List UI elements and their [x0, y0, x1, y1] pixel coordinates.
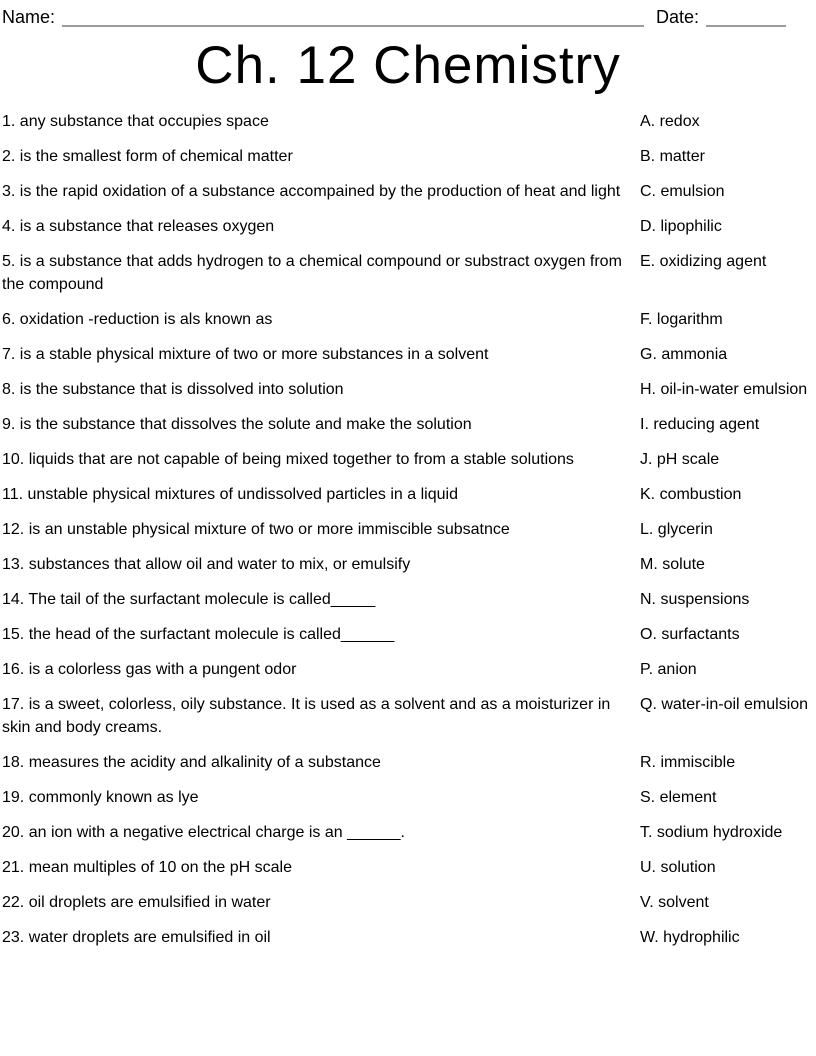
question-text: liquids that are not capable of being mixed together to from a stable solutions [28, 451, 574, 468]
question-text: substances that allow oil and water to mix, or emulsify [28, 556, 411, 573]
answer-letter: N. [640, 591, 656, 608]
question-item [2, 145, 640, 168]
question-item [2, 588, 640, 611]
answer-letter: Q. [640, 696, 657, 713]
answer-text: lipophilic [660, 218, 722, 235]
answer-text: sodium hydroxide [656, 824, 783, 841]
question-text: is a stable physical mixture of two or more substances in a solvent [19, 346, 489, 363]
question-number: 17. [2, 696, 25, 713]
question-text: commonly known as lye [28, 789, 199, 806]
question-number: 12. [2, 521, 25, 538]
question-number: 20. [2, 824, 25, 841]
answer-item [640, 821, 816, 844]
name-blank-line [62, 9, 644, 27]
answer-item [640, 518, 816, 541]
answer-text: matter [659, 148, 705, 165]
answer-item [640, 145, 816, 168]
page-title: Ch. 12 Chemistry [195, 36, 621, 95]
answer-letter: O. [640, 626, 657, 643]
answer-text: solution [660, 859, 716, 876]
answer-item [640, 483, 816, 506]
answer-letter: E. [640, 253, 656, 270]
answer-letter: T. [640, 824, 653, 841]
question-item [2, 110, 640, 133]
answer-text: pH scale [656, 451, 720, 468]
answer-text: solute [662, 556, 705, 573]
question-item [2, 693, 640, 739]
question-number: 18. [2, 754, 25, 771]
question-item [2, 786, 640, 809]
question-number: 6. [2, 311, 16, 328]
answer-item [640, 215, 816, 238]
answer-text: solvent [658, 894, 709, 911]
answer-letter: S. [640, 789, 656, 806]
question-item [2, 215, 640, 238]
question-text: is an unstable physical mixture of two or more immiscible subsatnce [28, 521, 510, 538]
answer-text: oxidizing agent [659, 253, 767, 270]
answer-item [640, 180, 816, 203]
answer-text: combustion [659, 486, 742, 503]
question-item [2, 856, 640, 879]
question-text: an ion with a negative electrical charge is an ______. [28, 824, 405, 841]
worksheet-header [0, 0, 816, 28]
answer-text: redox [659, 113, 700, 130]
answer-letter: L. [640, 521, 654, 538]
question-text: the head of the surfactant molecule is called______ [28, 626, 395, 643]
question-item [2, 413, 640, 436]
answer-text: anion [657, 661, 697, 678]
answer-text: suspensions [660, 591, 750, 608]
answer-letter: J. [640, 451, 653, 468]
question-text: any substance that occupies space [19, 113, 269, 130]
question-number: 21. [2, 859, 25, 876]
answer-letter: C. [640, 183, 656, 200]
question-text: is a substance that releases oxygen [19, 218, 275, 235]
question-item [2, 518, 640, 541]
answer-letter: R. [640, 754, 656, 771]
answer-item [640, 413, 816, 436]
question-item [2, 250, 640, 296]
answer-item [640, 623, 816, 646]
answer-letter: D. [640, 218, 656, 235]
answer-item [640, 751, 816, 774]
question-item [2, 448, 640, 471]
name-label: Name: [2, 7, 56, 27]
answer-item [640, 250, 816, 296]
question-number: 8. [2, 381, 16, 398]
question-number: 7. [2, 346, 16, 363]
question-item [2, 926, 640, 949]
question-number: 3. [2, 183, 16, 200]
answer-letter: H. [640, 381, 656, 398]
answer-letter: F. [640, 311, 653, 328]
answer-text: hydrophilic [663, 929, 740, 946]
answer-item [640, 378, 816, 401]
answer-item [640, 891, 816, 914]
answer-text: surfactants [661, 626, 740, 643]
question-number: 19. [2, 789, 25, 806]
question-text: is the substance that is dissolved into solution [19, 381, 344, 398]
question-number: 4. [2, 218, 16, 235]
question-text: is a substance that adds hydrogen to a chemical compound or substract oxygen from the compound [2, 253, 622, 293]
question-number: 10. [2, 451, 25, 468]
answer-item [640, 588, 816, 611]
answer-letter: A. [640, 113, 656, 130]
question-item [2, 658, 640, 681]
question-number: 23. [2, 929, 25, 946]
question-text: unstable physical mixtures of undissolved particles in a liquid [27, 486, 458, 503]
question-text: is the smallest form of chemical matter [19, 148, 293, 165]
question-item [2, 553, 640, 576]
question-text: measures the acidity and alkalinity of a substance [28, 754, 381, 771]
question-number: 14. [2, 591, 25, 608]
answer-item [640, 110, 816, 133]
answer-item [640, 448, 816, 471]
question-item [2, 891, 640, 914]
question-text: water droplets are emulsified in oil [28, 929, 271, 946]
answer-text: oil-in-water emulsion [660, 381, 808, 398]
question-text: oil droplets are emulsified in water [28, 894, 271, 911]
question-item [2, 343, 640, 366]
question-number: 2. [2, 148, 16, 165]
answer-text: ammonia [661, 346, 728, 363]
answer-letter: W. [640, 929, 659, 946]
question-text: mean multiples of 10 on the pH scale [28, 859, 292, 876]
answer-letter: K. [640, 486, 656, 503]
answer-item [640, 856, 816, 879]
question-item [2, 308, 640, 331]
answer-text: reducing agent [653, 416, 760, 433]
answer-item [640, 786, 816, 809]
answer-item [640, 658, 816, 681]
question-text: is the rapid oxidation of a substance accompained by the production of heat and light [19, 183, 621, 200]
answer-text: logarithm [656, 311, 723, 328]
question-item [2, 623, 640, 646]
answer-text: glycerin [657, 521, 713, 538]
question-text: oxidation -reduction is als known as [19, 311, 273, 328]
answer-item [640, 926, 816, 949]
date-blank-line [706, 9, 786, 27]
question-item [2, 180, 640, 203]
question-text: is the substance that dissolves the solute and make the solution [19, 416, 472, 433]
question-text: is a colorless gas with a pungent odor [28, 661, 297, 678]
answer-letter: G. [640, 346, 657, 363]
answer-letter: P. [640, 661, 654, 678]
answer-item [640, 308, 816, 331]
question-number: 11. [2, 486, 24, 503]
question-text: The tail of the surfactant molecule is called_____ [28, 591, 376, 608]
question-item [2, 483, 640, 506]
answer-text: water-in-oil emulsion [661, 696, 809, 713]
answer-text: emulsion [660, 183, 725, 200]
answer-text: immiscible [660, 754, 736, 771]
answer-letter: U. [640, 859, 656, 876]
date-label: Date: [655, 7, 699, 27]
answer-letter: V. [640, 894, 654, 911]
question-number: 5. [2, 253, 16, 270]
answer-letter: M. [640, 556, 658, 573]
question-item [2, 751, 640, 774]
question-number: 22. [2, 894, 25, 911]
answer-item [640, 343, 816, 366]
question-text: is a sweet, colorless, oily substance. It is used as a solvent and as a moisturizer in skin and body creams. [2, 696, 611, 736]
answer-item [640, 693, 816, 739]
question-number: 9. [2, 416, 16, 433]
question-number: 1. [2, 113, 16, 130]
answer-item [640, 553, 816, 576]
question-number: 16. [2, 661, 25, 678]
question-item [2, 821, 640, 844]
matching-list [0, 110, 816, 949]
question-item [2, 378, 640, 401]
answer-letter: I. [640, 416, 649, 433]
question-number: 15. [2, 626, 25, 643]
answer-text: element [659, 789, 717, 806]
question-number: 13. [2, 556, 25, 573]
answer-letter: B. [640, 148, 656, 165]
